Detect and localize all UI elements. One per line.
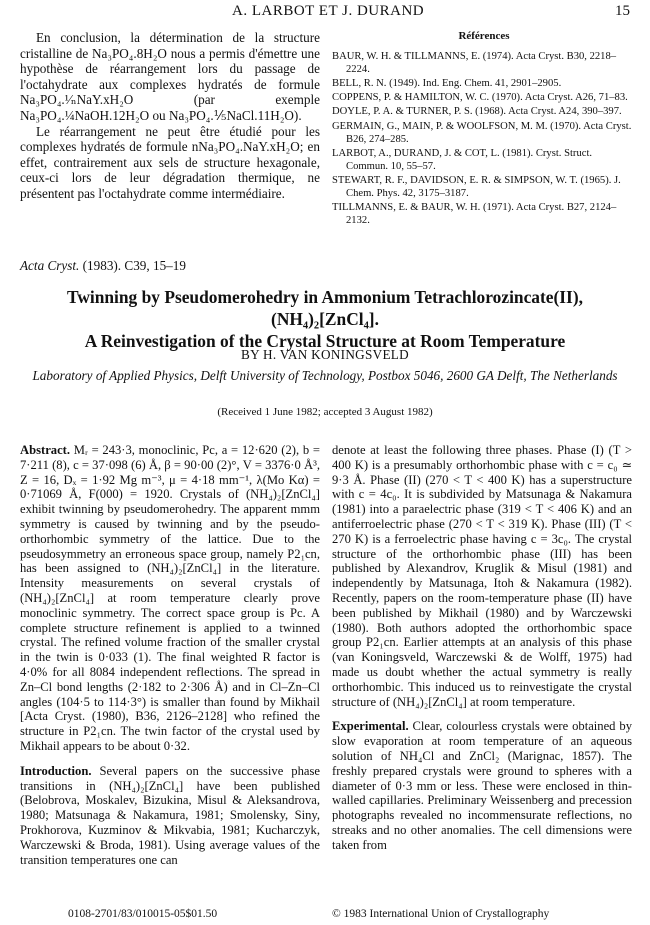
reference-item: COPPENS, P. & HAMILTON, W. C. (1970). Acta Cryst. A26, 71–83.	[332, 92, 628, 104]
right-column	[332, 443, 632, 863]
citation-journal: Acta Cryst.	[20, 258, 80, 273]
references-section	[332, 30, 636, 229]
phases-paragraph: denote at least the following three phases. Phase (I) (T > 400 K) is a presumably orthorhombic phase with c = c₀ ≃ 9·3 Å. Phase (II) (270 < T < 400 K) has a superstructure with c = 4c₀. It is subdivided by Matsunaga & Nakamura (1981) into a paraelectric phase (319 < T < 406 K) and an antiferroelectric phase (270 < T < 319 K). Phase (III) (T < 270 K) is a ferroelectric phase having c = 3c₀. The crystal structure of the orthorhombic phase (III) has been published by Alexandrov, Kruglik & Misul (1981) and independently by Matsunaga, Itoh & Nakamura (1982). Recently, papers on the room-temperature phase (II) have been published by Mikhail (1980) and by Warczewski (1980). Both authors adopted the orthorhombic space group P2₁cn. Earlier attempts at an analysis of this phase (van Koningsveld, Warczewski & de Wolff, 1975) had made us doubt whether the actual symmetry is really orthorhombic. This induced us to reinvestigate the crystal structure of (NH₄)₂[ZnCl₄] at room temperature.	[332, 443, 632, 709]
experimental-text: Clear, colourless crystals were obtained by slow evaporation at room temperature of an aqueous solution of NH₄Cl and ZnCl₂ (Marignac, 1857). The freshly prepared crystals were ground to spheres with a diameter of 0·3 mm or less. These were enclosed in thin-walled capillaries. Preliminary Weissenberg and precession photographs revealed no incommensurate reflections, no streaks and no other anomalies. The cell dimensions were taken from	[332, 719, 632, 852]
reference-item: BAUR, W. H. & TILLMANNS, E. (1974). Acta Cryst. B30, 2218–2224.	[332, 50, 617, 75]
references-title: Références	[458, 30, 510, 42]
running-header	[0, 0, 650, 24]
article-title-line-1: Twinning by Pseudomerohedry in Ammonium Tetrachlorozincate(II), (NH₄)₂[ZnCl₄].	[67, 287, 583, 329]
citation-volume-pages: (1983). C39, 15–19	[79, 258, 186, 273]
previous-article-conclusion	[20, 30, 320, 202]
author-affiliation: Laboratory of Applied Physics, Delft University of Technology, Postbox 5046, 2600 GA Delft, The Netherlands	[32, 368, 618, 383]
introduction-paragraph	[20, 764, 320, 868]
reference-item: BELL, R. N. (1949). Ind. Eng. Chem. 41, 2901–2905.	[332, 77, 562, 89]
reference-item: TILLMANNS, E. & BAUR, W. H. (1971). Acta Cryst. B27, 2124–2132.	[332, 202, 617, 226]
reference-item: GERMAIN, G., MAIN, P. & WOOLFSON, M. M. (1970). Acta Cryst. B26, 274–285.	[332, 120, 632, 145]
conclusion-paragraph-2: Le réarrangement ne peut être étudié pour les complexes hydratés de formule nNa₃PO₄.NaY.xH₂O; en effet, contrairement aux sels de structure hexagonale, ceux-ci lors de leur dégradation thermique, ne présentent pas l'octahydrate comme intermédiaire.	[20, 123, 320, 201]
left-column	[20, 443, 320, 877]
received-dates: (Received 1 June 1982; accepted 3 August 1982)	[217, 406, 433, 418]
introduction-text: Several papers on the successive phase transitions in (NH₄)₂[ZnCl₄] have been published (Belobrova, Moskalev, Bizukina, Misul & Aleksandrova, 1980; Matsunaga & Nakamura, 1981; Smolensky, Siny, Prokhorova, Kuzminov & Mikvabia, 1981; Kucharczyk, Warczewski & Broda, 1981). Using average values of the transition temperatures one can	[20, 763, 320, 867]
experimental-paragraph	[332, 719, 632, 852]
journal-citation	[20, 258, 186, 274]
abstract-heading: Abstract.	[20, 443, 71, 457]
issn-code: 0108-2701/83/010015-05$01.50	[68, 908, 218, 920]
conclusion-paragraph-1: En conclusion, la détermination de la structure cristalline de Na₃PO₄.8H₂O nous a permis d'émettre une hypothèse de réarrangement lors du passage de l'octahydrate aux complexes hydratés de formule Na₃PO₄.¹⁄ₙNaY.xH₂O (par exemple Na₃PO₄.¼NaOH.12H₂O ou Na₃PO₄.⅕NaCl.11H₂O).	[20, 30, 320, 123]
article-title-line-2: A Reinvestigation of the Crystal Structure at Room Temperature	[84, 331, 566, 351]
article-title	[14, 286, 636, 352]
running-title: A. LARBOT ET J. DURAND	[232, 3, 425, 19]
abstract-text: Mᵣ = 243·3, monoclinic, Pc, a = 12·620 (2), b = 7·211 (8), c = 37·098 (6) Å, β = 90·00 (2)°, V = 3376·0 Å³, Z = 16, Dₓ = 1·92 Mg m⁻³, μ = 4·18 mm⁻¹, λ(Mo Kα) = 0·71069 Å, F(000) = 1920. Crystals of (NH₄)₂[ZnCl₄] exhibit twinning by pseudomerohedry. The apparent mmm symmetry is caused by twinning and by the pseudo-orthorhombic symmetry of the lattice. Due to the pseudosymmetry an erroneous space group, namely P2₁cn, has been assigned to (NH₄)₂[ZnCl₄] in the literature. Intensity measurements on several crystals of (NH₄)₂[ZnCl₄] at room temperature clearly prove monoclinic symmetry. The correct space group is Pc. A complete structure refinement is applied to a twinned crystal. The refined volume fraction of the smaller crystal in the twin is 0·033 (1). The final weighted R factor is 4·0% for all 8084 independent reflections. The spread in Zn–Cl bond lengths (2·182 to 2·306 Å) and in Cl–Zn–Cl angles (104·5 to 114·3°) is smaller than found by Mikhail [Acta Cryst. (1980), B36, 2126–2128] who refined the structure in P2₁cn. The twin factor of the crystal used by Mikhail appears to be about 0·32.	[20, 443, 320, 753]
abstract-paragraph	[20, 443, 320, 754]
reference-item: LARBOT, A., DURAND, J. & COT, L. (1981). Cryst. Struct. Commun. 10, 55–57.	[332, 147, 593, 172]
experimental-heading: Experimental.	[332, 719, 409, 734]
reference-item: STEWART, R. F., DAVIDSON, E. R. & SIMPSON, W. T. (1965). J. Chem. Phys. 42, 3175–3187.	[332, 174, 621, 199]
introduction-heading: Introduction.	[20, 763, 92, 778]
page-number: 15	[615, 3, 630, 19]
copyright-notice: © 1983 International Union of Crystallography	[332, 908, 550, 920]
reference-item: DOYLE, P. A. & TURNER, P. S. (1968). Acta Cryst. A24, 390–397.	[332, 106, 622, 118]
author-byline: BY H. VAN KONINGSVELD	[241, 347, 409, 362]
